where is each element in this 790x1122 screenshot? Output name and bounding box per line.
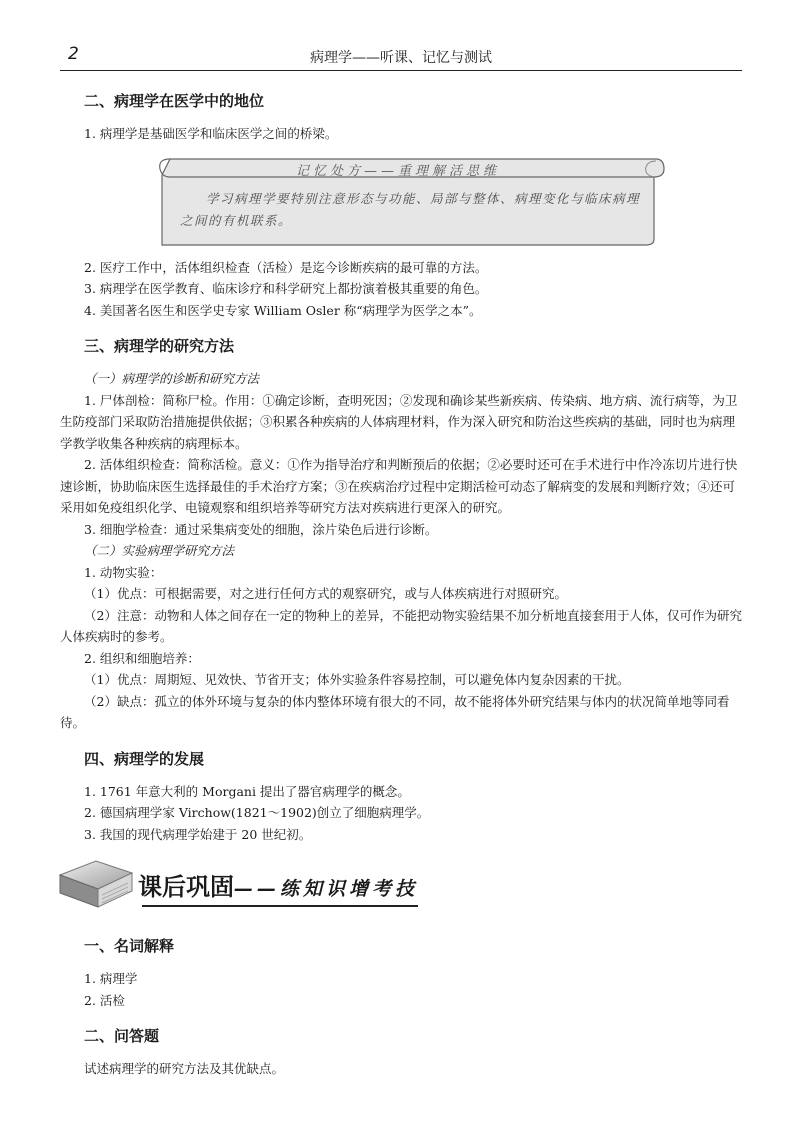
position-item-4: 4. 美国著名医生和医学史专家 William Osler 称“病理学为医学之本”。 <box>84 302 482 318</box>
exercise-term-1: 1. 病理学 <box>84 971 138 986</box>
development-item-1: 1. 1761 年意大利的 Morgani 提出了器官病理学的概念。 <box>84 783 410 799</box>
development-item-2: 2. 德国病理学家 Virchow(1821～1902)创立了细胞病理学。 <box>84 805 430 820</box>
development-item-3: 3. 我国的现代病理学始建于 20 世纪初。 <box>84 826 312 842</box>
memo-title: 记忆处方——重理解活思维 <box>296 163 501 179</box>
exercise-heading-questions: 二、问答题 <box>84 1027 160 1045</box>
methods-para-animal-pros: （1）优点：可根据需要，对之进行任何方式的观察研究，或与人体疾病进行对照研究。 <box>84 586 567 601</box>
review-banner <box>56 849 742 919</box>
exercise-term-2: 2. 活检 <box>84 992 125 1008</box>
section-heading-development: 四、病理学的发展 <box>84 749 205 768</box>
exercise-heading-terms: 一、名词解释 <box>84 937 175 955</box>
methods-para-culture-cons: （2）缺点：孤立的体外环境与复杂的体内整体环境有很大的不同，故不能将体外研究结果与体内的状况简单地等同看待。 <box>60 693 730 730</box>
position-item-2: 2. 医疗工作中，活体组织检查（活检）是迄今诊断疾病的最可靠的方法。 <box>84 259 488 275</box>
exercise-question: 试述病理学的研究方法及其优缺点。 <box>84 1061 285 1076</box>
methods-subheading-1: （一）病理学的诊断和研究方法 <box>84 371 260 386</box>
book-icon <box>56 849 136 919</box>
methods-para-cytology: 3. 细胞学检查：通过采集病变处的细胞，涂片染色后进行诊断。 <box>84 521 438 537</box>
position-item-3: 3. 病理学在医学教育、临床诊疗和科学研究上都扮演着极其重要的角色。 <box>84 281 488 296</box>
methods-para-animal-note: （2）注意：动物和人体之间存在一定的物种上的差异，不能把动物实验结果不加分析地直接套用于人体，仅可作为研究人体疾病时的参考。 <box>60 607 742 644</box>
page-number: 2 <box>68 44 79 64</box>
banner-title-main: 课后巩固 <box>138 873 234 901</box>
position-item-1: 1. 病理学是基础医学和临床医学之间的桥梁。 <box>84 126 338 141</box>
methods-para-biopsy: 2. 活体组织检查：简称活检。意义：①作为指导治疗和判断预后的依据；②必要时还可在手术进行中作冷冻切片进行快速诊断，协助临床医生选择最佳的手术治疗方案；③在疾病治疗过程中定期活检可动态了解病变的发展和判断疗效；④还可采用如免疫组织化学、电镜观察和组织培养等研究方法对疾病进行更深入的研究。 <box>60 457 738 515</box>
page-header <box>60 40 742 71</box>
methods-para-autopsy: 1. 尸体剖检：简称尸检。作用：①确定诊断，查明死因；②发现和确诊某些新疾病、传染病、地方病、流行病等，为卫生防疫部门采取防治措施提供依据；③积累各种疾病的人体病理材料，作为深入研究和防治这些疾病的基础，同时也为病理学教学收集各种疾病的病理标本。 <box>60 392 738 451</box>
banner-underline <box>142 905 418 907</box>
methods-para-culture-pros: （1）优点：周期短、见效快、节省开支；体外实验条件容易控制，可以避免体内复杂因素的干扰。 <box>84 672 630 687</box>
running-title: 病理学——听课、记忆与测试 <box>310 50 492 66</box>
banner-title-sub: ——练知识增考技 <box>234 878 419 900</box>
methods-para-animal: 1. 动物实验： <box>84 564 163 580</box>
page-content <box>60 90 742 1080</box>
methods-para-culture: 2. 组织和细胞培养： <box>84 650 200 666</box>
section-heading-position: 二、病理学在医学中的地位 <box>84 92 265 110</box>
banner-title <box>138 867 418 902</box>
memo-body: 学习病理学要特别注意形态与功能、局部与整体、病理变化与临床病理之间的有机联系。 <box>180 190 641 228</box>
section-heading-methods: 三、病理学的研究方法 <box>84 337 235 355</box>
methods-subheading-2: （二）实验病理学研究方法 <box>84 543 235 558</box>
memo-scroll-box <box>156 155 666 247</box>
